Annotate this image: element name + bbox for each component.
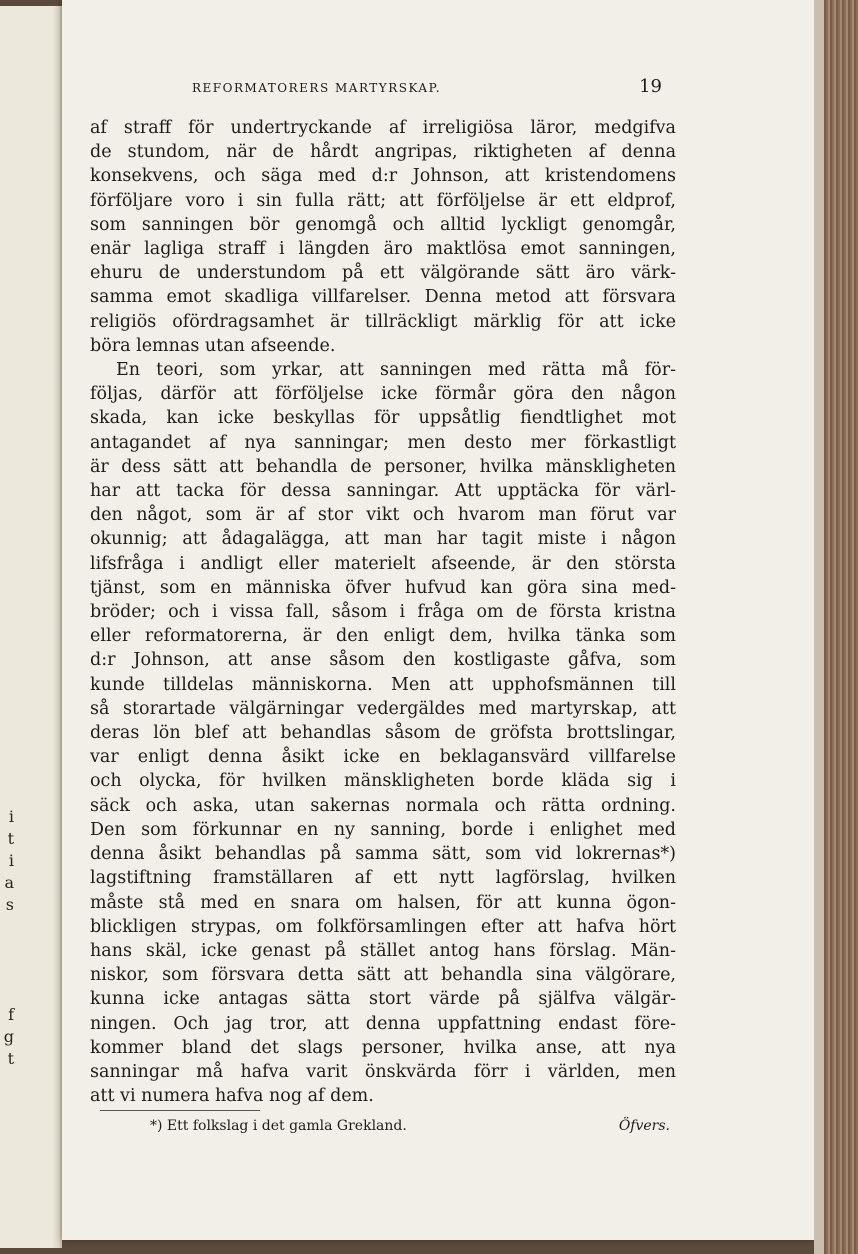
body-text	[90, 116, 676, 1108]
text-line: samma emot skadliga villfarelser. Denna metod att försvara	[90, 287, 676, 308]
left-fragment: a	[4, 873, 14, 892]
text-line: måste stå med en snara om halsen, för att kunna ögon-	[90, 892, 676, 913]
text-line: niskor, som försvara detta sätt att behandla sina välgörare,	[90, 965, 676, 986]
footnote-text: *) Ett folkslag i det gamla Grekland.	[150, 1118, 407, 1134]
left-fragment: s	[5, 895, 14, 914]
text-line: d:r Johnson, att anse såsom den kostligaste gåfva, som	[90, 650, 676, 671]
text-line: af straff för undertryckande af irreligiösa läror, medgifva	[90, 118, 676, 138]
text-line: följas, därför att förföljelse icke förmår göra den någon	[90, 384, 676, 405]
left-fragment: g	[3, 1027, 14, 1046]
left-fragment: i	[8, 807, 14, 826]
text-line: böra lemnas utan afseende.	[90, 335, 336, 356]
text-line: religiös ofördragsamhet är tillräckligt märklig för att icke	[90, 311, 676, 332]
text-line: skada, kan icke beskyllas för uppsåtlig fiendtlighet mot	[90, 408, 676, 429]
page-number: 19	[639, 76, 662, 97]
text-line: var enligt denna åsikt icke en beklagansvärd villfarelse	[90, 747, 676, 768]
text-line: ningen. Och jag tror, att denna uppfattning endast före-	[90, 1013, 676, 1034]
left-fragment: i	[8, 851, 14, 870]
footnote-credit: Öfvers.	[618, 1118, 670, 1134]
text-line: som sanningen bör genomgå och alltid lyckligt genomgår,	[90, 214, 676, 235]
text-line: denna åsikt behandlas på samma sätt, som vid lokrernas*)	[90, 844, 676, 865]
text-line: Den som förkunnar en ny sanning, borde i enlighet med	[90, 819, 676, 840]
text-line: är dess sätt att behandla de personer, hvilka mänskligheten	[90, 456, 676, 477]
text-line: enär lagliga straff i längden äro maktlösa emot sanningen,	[90, 239, 676, 260]
text-line: har att tacka för dessa sanningar. Att upptäcka för värl-	[90, 481, 676, 502]
text-line: förföljare voro i sin fulla rätt; att förföljelse är ett eldprof,	[90, 190, 676, 211]
text-line: bröder; och i vissa fall, såsom i fråga om de första kristna	[90, 602, 676, 623]
left-page-edge	[0, 6, 62, 1248]
text-line: kunde tilldelas människorna. Men att upphofsmännen till	[90, 674, 676, 695]
footnote-rule	[100, 1110, 260, 1111]
text-line: att vi numera hafva nog af dem.	[90, 1086, 374, 1107]
footnote	[150, 1118, 670, 1134]
text-line: konsekvens, och säga med d:r Johnson, att kristendomens	[90, 166, 676, 187]
text-line: antagandet af nya sanningar; men desto mer förkastligt	[90, 432, 676, 453]
text-line: kommer bland det slags personer, hvilka anse, att nya	[90, 1037, 676, 1058]
running-title: REFORMATORERS MARTYRSKAP.	[192, 81, 442, 95]
left-fragment: f	[8, 1005, 14, 1024]
text-line: En teori, som yrkar, att sanningen med rätta må för-	[116, 360, 676, 381]
page-header	[192, 76, 662, 97]
text-line: tjänst, som en människa öfver hufvud kan göra sina med-	[90, 577, 676, 598]
text-line: sanningar må hafva varit önskvärda förr i världen, men	[90, 1061, 676, 1082]
left-page-fragments	[0, 806, 14, 1070]
text-line: kunna icke antagas sätta stort värde på själfva välgär-	[90, 989, 676, 1010]
left-page-gutter	[52, 6, 60, 1248]
text-line: säck och aska, utan sakernas normala och rätta ordning.	[90, 795, 676, 816]
text-line: lifsfråga i andligt eller materielt afseende, är den största	[90, 553, 676, 574]
text-line: hans skäl, icke genast på stället antog hans förslag. Män-	[90, 940, 676, 961]
text-line: eller reformatorerna, är den enligt dem, hvilka tänka som	[90, 626, 676, 647]
left-fragment: t	[7, 1049, 14, 1068]
text-line: blickligen strypas, om folkförsamlingen efter att hafva hört	[90, 916, 676, 937]
text-line: lagstiftning framställaren af ett nytt lagförslag, hvilken	[90, 868, 676, 889]
text-line: den något, som är af stor vikt och hvarom man förut var	[90, 505, 676, 526]
paragraph-2	[90, 358, 676, 1108]
text-line: deras lön blef att behandlas såsom de gröfsta brottslingar,	[90, 723, 676, 744]
text-line: ehuru de understundom på ett välgörande sätt äro värk-	[90, 263, 676, 284]
text-line: och olycka, för hvilken mänskligheten borde kläda sig i	[90, 771, 676, 792]
text-line: de stundom, när de hårdt angripas, riktigheten af denna	[90, 142, 676, 163]
text-line: okunnig; att ådagalägga, att man har tagit miste i någon	[90, 529, 676, 550]
page-edges	[814, 0, 858, 1254]
left-fragment: t	[7, 829, 14, 848]
paragraph-1	[90, 116, 676, 358]
text-line: så storartade välgärningar vedergäldes med martyrskap, att	[90, 698, 676, 719]
